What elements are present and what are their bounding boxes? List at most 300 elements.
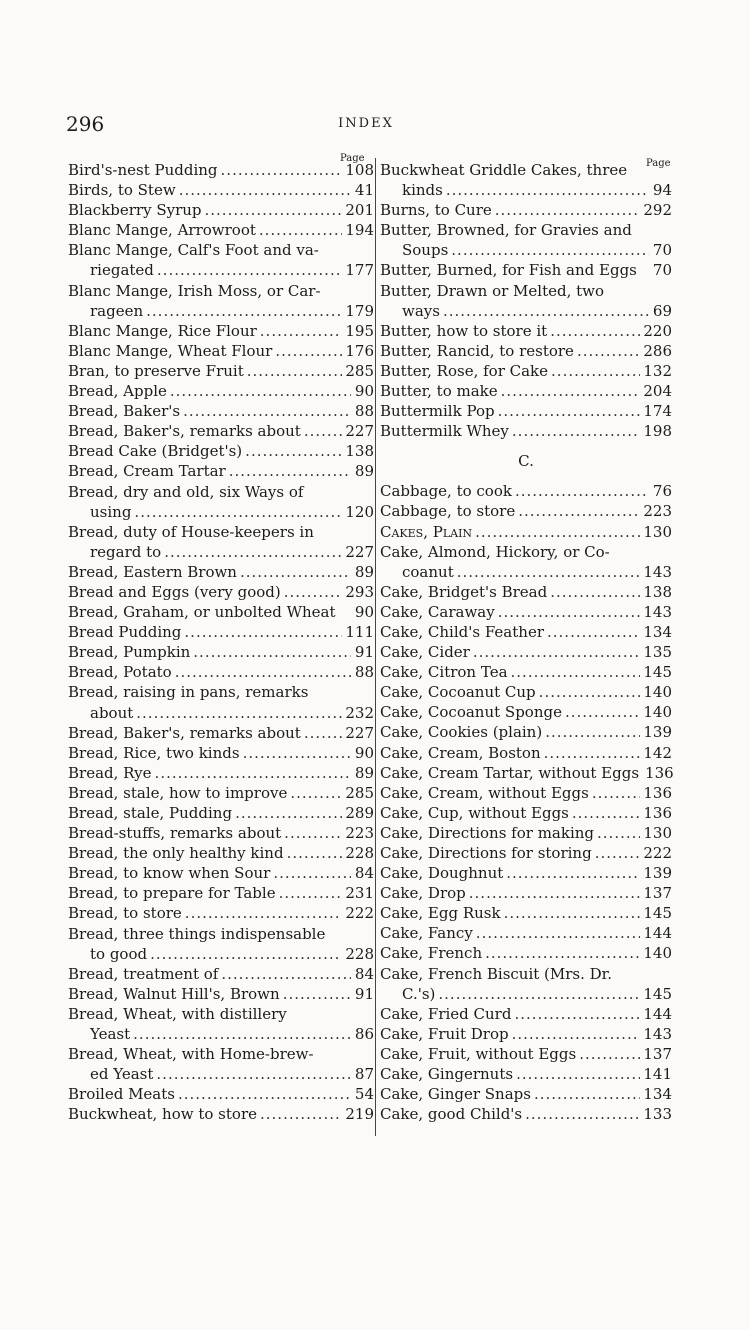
dot-leader <box>287 843 343 863</box>
index-entry <box>380 240 672 260</box>
entry-page: 130 <box>643 522 672 541</box>
entry-text: Bread, dry and old, six Ways of <box>68 482 304 501</box>
dot-leader <box>565 702 640 722</box>
entry-page: 201 <box>345 201 374 220</box>
entry-page: 227 <box>345 422 374 441</box>
entry-page: 227 <box>345 723 374 742</box>
entry-text: Bread Pudding <box>68 623 182 642</box>
entry-text: Bread, Walnut Hill's, Brown <box>68 984 280 1003</box>
entry-text: Blanc Mange, Rice Flour <box>68 321 257 340</box>
index-entry <box>68 441 374 461</box>
entry-page: 133 <box>643 1105 672 1124</box>
entry-text: Birds, to Stew <box>68 181 176 200</box>
index-entry <box>68 642 374 662</box>
entry-text: coanut <box>402 562 454 581</box>
entry-page: 141 <box>643 1065 672 1084</box>
entry-text: Cake, Cider <box>380 643 470 662</box>
dot-leader <box>240 562 351 582</box>
entry-page: 143 <box>643 562 672 581</box>
entry-page: 198 <box>643 422 672 441</box>
dot-leader <box>150 944 342 964</box>
entry-text: Butter, how to store it <box>380 321 548 340</box>
entry-text: Broiled Meats <box>68 1085 175 1104</box>
entry-text: Cake, French Biscuit (Mrs. Dr. <box>380 964 612 983</box>
index-entry <box>380 160 672 180</box>
dot-leader <box>179 180 351 200</box>
entry-text: Cake, French <box>380 944 483 963</box>
entry-page: 139 <box>643 723 672 742</box>
dot-leader <box>476 923 641 943</box>
index-entry <box>68 823 374 843</box>
entry-text: Bread, to prepare for Table <box>68 884 276 903</box>
dot-leader <box>501 381 641 401</box>
entry-page: 223 <box>643 502 672 521</box>
dot-leader <box>451 240 649 260</box>
entry-page: 88 <box>354 402 374 421</box>
dot-leader <box>205 200 343 220</box>
index-entry <box>68 662 374 682</box>
entry-page: 140 <box>643 944 672 963</box>
dot-leader <box>304 723 343 743</box>
column-divider <box>375 158 376 1136</box>
entry-text: Cake, Ginger Snaps <box>380 1085 531 1104</box>
entry-text: Bread, Baker's <box>68 402 181 421</box>
dot-leader <box>443 301 649 321</box>
entry-page: 143 <box>643 602 672 621</box>
index-entry <box>68 562 374 582</box>
entry-text: Blanc Mange, Irish Moss, or Car- <box>68 281 321 300</box>
index-entry <box>380 863 672 883</box>
entry-page: 89 <box>354 763 374 782</box>
entry-page: 94 <box>652 181 672 200</box>
dot-leader <box>534 1084 640 1104</box>
dot-leader <box>155 763 351 783</box>
dot-leader <box>184 622 342 642</box>
entry-page: 138 <box>643 582 672 601</box>
index-entry <box>68 1104 374 1124</box>
dot-leader <box>547 622 640 642</box>
index-entry <box>380 783 672 803</box>
dot-leader <box>221 160 343 180</box>
dot-leader <box>260 321 343 341</box>
entry-text: Bread, treatment of <box>68 964 219 983</box>
entry-text: Buckwheat, how to store <box>68 1105 257 1124</box>
dot-leader <box>133 1024 351 1044</box>
entry-page: 140 <box>643 703 672 722</box>
index-entry <box>380 1004 672 1024</box>
entry-text: Bread, stale, how to improve <box>68 783 288 802</box>
entry-text: Bread, three things indispensable <box>68 924 326 943</box>
entry-text: Bread Cake (Bridget's) <box>68 442 243 461</box>
page-column-label-left: Page <box>340 153 365 164</box>
page-header <box>66 112 666 136</box>
entry-page: 177 <box>345 261 374 280</box>
index-entry <box>68 984 374 1004</box>
index-entry <box>380 501 672 521</box>
dot-leader <box>279 883 343 903</box>
entry-page: 145 <box>643 904 672 923</box>
dot-leader <box>156 1064 351 1084</box>
entry-text: Blanc Mange, Calf's Foot and va- <box>68 241 319 260</box>
entry-page: 70 <box>652 241 672 260</box>
entry-text: Bread-stuffs, remarks about <box>68 824 282 843</box>
dot-leader <box>193 642 351 662</box>
index-entry <box>68 803 374 823</box>
index-entry <box>68 682 374 702</box>
entry-text: Bread, stale, Pudding <box>68 804 233 822</box>
entry-page: 91 <box>354 984 374 1003</box>
dot-leader <box>134 502 342 522</box>
entry-text: Cake, Egg Rusk <box>380 904 501 923</box>
dot-leader <box>511 662 641 682</box>
entry-page: 84 <box>354 964 374 983</box>
entry-text: Cake, Cream Tartar, without Eggs <box>380 763 640 782</box>
index-entry <box>380 923 672 943</box>
index-entry <box>380 361 672 381</box>
index-entry <box>380 622 672 642</box>
entry-text: Cake, Child's Feather <box>380 622 544 641</box>
dot-leader <box>284 823 342 843</box>
entry-text: kinds <box>402 181 443 200</box>
dot-leader <box>243 743 351 763</box>
index-entry <box>380 642 672 662</box>
entry-text: Bread, Pumpkin <box>68 643 191 662</box>
dot-leader <box>512 421 640 441</box>
dot-leader <box>595 843 641 863</box>
dot-leader <box>485 943 640 963</box>
entry-text: Cake, Bridget's Bread <box>380 582 548 601</box>
entry-page: 86 <box>354 1025 374 1044</box>
index-entry <box>68 301 374 321</box>
index-entry <box>68 1084 374 1104</box>
dot-leader <box>275 341 342 361</box>
dot-leader <box>516 1064 640 1084</box>
index-entry <box>68 783 374 803</box>
dot-leader <box>498 401 641 421</box>
entry-text: Blanc Mange, Wheat Flour <box>68 341 273 360</box>
entry-page: 139 <box>643 864 672 883</box>
entry-text: Cake, Directions for making <box>380 823 595 842</box>
dot-leader <box>592 783 641 803</box>
entry-text: Cake, Drop <box>380 884 466 903</box>
entry-text: ways <box>402 301 440 320</box>
index-column-left <box>68 160 374 1125</box>
dot-leader <box>136 703 342 723</box>
entry-page: 111 <box>345 623 374 642</box>
index-entry <box>68 602 374 622</box>
dot-leader <box>577 341 640 361</box>
page-title: INDEX <box>338 116 394 131</box>
entry-text: Bread, raising in pans, remarks <box>68 683 309 702</box>
entry-text: Bread, Rye <box>68 763 152 782</box>
dot-leader <box>544 743 641 763</box>
index-entry <box>380 381 672 401</box>
index-entry <box>380 321 672 341</box>
dot-leader <box>260 1104 342 1124</box>
index-entry <box>68 502 374 522</box>
index-entry <box>68 863 374 883</box>
entry-page: 143 <box>643 1024 672 1043</box>
entry-text: Cake, Citron Tea <box>380 663 508 682</box>
entry-page: 136 <box>643 803 672 822</box>
dot-leader <box>498 602 641 622</box>
index-entry <box>380 743 672 763</box>
dot-leader <box>506 863 640 883</box>
dot-leader <box>164 542 342 562</box>
index-entry <box>68 964 374 984</box>
entry-page: 88 <box>354 663 374 682</box>
entry-page: 145 <box>643 984 672 1003</box>
entry-page: 222 <box>643 844 672 862</box>
index-entry <box>380 481 672 501</box>
index-entry <box>68 421 374 441</box>
entry-text: Bread, duty of House-keepers in <box>68 522 314 541</box>
entry-page: 89 <box>354 462 374 481</box>
entry-page: 228 <box>345 844 374 863</box>
entry-text: Butter, to make <box>380 382 498 401</box>
dot-leader <box>515 481 649 501</box>
dot-leader <box>170 381 351 401</box>
entry-page: 91 <box>354 643 374 662</box>
index-entry <box>380 763 672 783</box>
dot-leader <box>550 582 640 602</box>
entry-text: Cake, Doughnut <box>380 864 504 883</box>
index-entry <box>380 843 672 863</box>
entry-text: Cabbage, to cook <box>380 482 512 501</box>
entry-page: 232 <box>345 703 374 722</box>
index-entry <box>380 964 672 984</box>
index-entry <box>380 401 672 421</box>
dot-leader <box>518 501 640 521</box>
dot-leader <box>457 562 641 582</box>
entry-text: Bread and Eggs (very good) <box>68 582 281 601</box>
index-entry <box>68 582 374 602</box>
entry-text: Butter, Rancid, to restore <box>380 341 574 360</box>
index-entry <box>68 522 374 542</box>
index-entry <box>380 421 672 441</box>
entry-page: 231 <box>345 884 374 903</box>
dot-leader <box>304 421 343 441</box>
index-entry <box>380 943 672 963</box>
entry-page: 134 <box>643 622 672 641</box>
entry-text: riegated <box>90 261 154 280</box>
index-entry <box>380 522 672 542</box>
entry-page: 41 <box>354 181 374 200</box>
entry-text: Soups <box>402 241 449 260</box>
entry-text: Yeast <box>90 1025 131 1044</box>
dot-leader <box>146 301 342 321</box>
dot-leader <box>185 903 343 923</box>
entry-page: 289 <box>345 804 374 822</box>
entry-page: 174 <box>643 402 672 421</box>
entry-page: 136 <box>643 783 672 802</box>
index-entry <box>68 461 374 481</box>
index-entry <box>68 763 374 783</box>
entry-page: 220 <box>643 321 672 340</box>
entry-text: regard to <box>90 542 162 561</box>
entry-page: 138 <box>345 442 374 461</box>
entry-text: Cake, Cup, without Eggs <box>380 803 569 822</box>
index-entry <box>68 944 374 964</box>
entry-page: 136 <box>645 763 674 782</box>
entry-page: 195 <box>345 321 374 340</box>
index-entry <box>68 321 374 341</box>
entry-text: Cake, Cookies (plain) <box>380 723 543 742</box>
index-entry <box>68 1064 374 1084</box>
entry-text: Buckwheat Griddle Cakes, three <box>380 161 628 179</box>
dot-leader <box>473 642 641 662</box>
index-entry <box>68 924 374 944</box>
dot-leader <box>175 662 351 682</box>
index-entry <box>380 903 672 923</box>
entry-text: Butter, Browned, for Gravies and <box>380 221 632 240</box>
entry-page: 137 <box>643 1044 672 1063</box>
index-entry <box>380 1024 672 1044</box>
index-entry <box>68 1004 374 1024</box>
entry-text: ed Yeast <box>90 1065 154 1084</box>
dot-leader <box>539 682 641 702</box>
entry-text: Cake, Cocoanut Cup <box>380 683 536 702</box>
dot-leader <box>446 180 649 200</box>
index-entry <box>380 180 672 200</box>
entry-text: Burns, to Cure <box>380 201 492 220</box>
index-entry <box>68 743 374 763</box>
index-entry <box>68 361 374 381</box>
entry-text: Bread, Baker's, remarks about <box>68 723 301 742</box>
entry-page: 89 <box>354 562 374 581</box>
entry-text: Bread, Rice, two kinds <box>68 743 240 762</box>
index-entry <box>380 301 672 321</box>
entry-page: 137 <box>643 884 672 903</box>
index-entry <box>68 622 374 642</box>
dot-leader <box>247 361 343 381</box>
entry-text: Bread, the only healthy kind <box>68 844 284 863</box>
index-entry <box>380 803 672 823</box>
entry-text: Blanc Mange, Arrowroot <box>68 221 256 240</box>
dot-leader <box>495 200 641 220</box>
entry-text: Bread, Eastern Brown <box>68 562 237 581</box>
entry-page: 120 <box>345 502 374 521</box>
dot-leader <box>157 260 342 280</box>
entry-text: Butter, Drawn or Melted, two <box>380 281 605 300</box>
index-entry <box>380 562 672 582</box>
entry-text: Cake, good Child's <box>380 1105 523 1124</box>
entry-page: 285 <box>345 783 374 802</box>
entry-text: Bread, Wheat, with Home-brew- <box>68 1045 314 1064</box>
index-entry <box>68 220 374 240</box>
dot-leader <box>221 964 351 984</box>
entry-text: Bran, to preserve Fruit <box>68 361 244 380</box>
index-entry <box>68 281 374 301</box>
index-entry <box>380 341 672 361</box>
dot-leader <box>245 441 342 461</box>
entry-text: Butter, Rose, for Cake <box>380 361 549 380</box>
index-entry <box>68 260 374 280</box>
entry-page: 144 <box>643 1004 672 1023</box>
section-letter: C. <box>518 452 534 471</box>
entry-text: Bread, Cream Tartar <box>68 462 226 481</box>
entry-page: 286 <box>643 341 672 360</box>
dot-leader <box>545 722 640 742</box>
index-entry <box>68 160 374 180</box>
dot-leader <box>475 522 640 542</box>
entry-text: Bread, Baker's, remarks about <box>68 422 301 441</box>
index-entry <box>380 702 672 722</box>
dot-leader <box>178 1084 351 1104</box>
entry-text: Buttermilk Whey <box>380 422 509 441</box>
dot-leader <box>183 401 351 421</box>
entry-page: 90 <box>354 382 374 401</box>
dot-leader <box>284 582 343 602</box>
entry-text: Cake, Fruit Drop <box>380 1024 509 1043</box>
entry-page: 130 <box>643 823 672 842</box>
entry-page: 222 <box>345 904 374 923</box>
index-entry <box>380 1104 672 1124</box>
index-entry <box>380 883 672 903</box>
entry-page: 132 <box>643 361 672 380</box>
entry-text: Bread, Potato <box>68 663 172 682</box>
entry-page: 135 <box>643 643 672 662</box>
dot-leader <box>551 361 640 381</box>
index-entry <box>380 682 672 702</box>
index-entry <box>68 703 374 723</box>
entry-text: Cake, Cocoanut Sponge <box>380 703 562 722</box>
index-entry <box>380 1044 672 1064</box>
entry-page: 140 <box>643 683 672 702</box>
index-entry <box>68 200 374 220</box>
index-entry <box>380 200 672 220</box>
index-entry <box>380 582 672 602</box>
index-entry <box>68 723 374 743</box>
dot-leader <box>290 783 342 803</box>
page-number: 296 <box>66 112 105 136</box>
entry-text: Cake, Caraway <box>380 602 495 621</box>
index-entry <box>380 1084 672 1104</box>
dot-leader <box>512 1024 641 1044</box>
entry-text: Bird's-nest Pudding <box>68 161 218 179</box>
entry-page: 76 <box>652 482 672 501</box>
index-entry <box>68 482 374 502</box>
dot-leader <box>514 1004 640 1024</box>
index-entry <box>68 341 374 361</box>
entry-page: 194 <box>345 221 374 240</box>
index-entry <box>68 542 374 562</box>
entry-text: to good <box>90 944 148 963</box>
dot-leader <box>283 984 351 1004</box>
entry-text: rageen <box>90 301 144 320</box>
index-column-right <box>380 160 672 1124</box>
entry-page: 54 <box>354 1085 374 1104</box>
index-entry <box>380 662 672 682</box>
entry-text: Buttermilk Pop <box>380 402 495 421</box>
entry-text: Cake, Directions for storing <box>380 844 592 862</box>
dot-leader <box>259 220 342 240</box>
index-entry <box>68 1024 374 1044</box>
entry-page: 84 <box>354 864 374 883</box>
entry-page: 179 <box>345 301 374 320</box>
entry-text: Bread, to know when Sour <box>68 864 271 883</box>
dot-leader <box>550 321 640 341</box>
entry-text: about <box>90 703 134 722</box>
index-entry <box>380 220 672 240</box>
entry-page: 285 <box>345 361 374 380</box>
entry-page: 69 <box>652 301 672 320</box>
dot-leader <box>525 1104 640 1124</box>
entry-text: Butter, Burned, for Fish and Eggs <box>380 261 637 280</box>
dot-leader <box>438 984 640 1004</box>
dot-leader <box>504 903 641 923</box>
index-entry <box>68 381 374 401</box>
